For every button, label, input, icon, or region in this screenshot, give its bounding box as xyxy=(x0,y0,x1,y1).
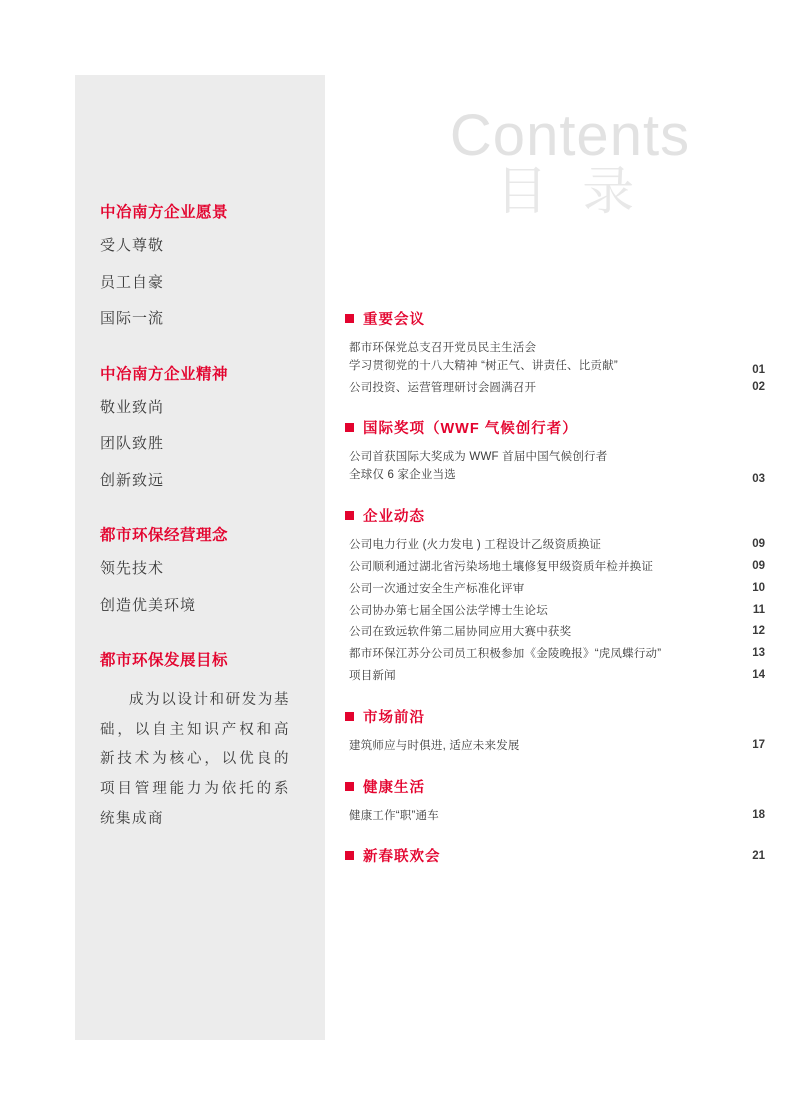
square-bullet-icon xyxy=(345,712,354,721)
contents-column xyxy=(345,0,765,1100)
contents-heading xyxy=(380,103,760,222)
toc-entry-text: 公司电力行业 (火力发电 ) 工程设计乙级资质换证 xyxy=(349,539,602,552)
square-bullet-icon xyxy=(345,782,354,791)
toc-section-title: 国际奖项（WWF 气候创行者） xyxy=(363,421,578,438)
toc-entry-page: 17 xyxy=(752,738,765,751)
sidebar-line: 员工自豪 xyxy=(100,273,165,291)
sidebar-group-title: 中冶南方企业精神 xyxy=(100,365,229,383)
square-bullet-icon xyxy=(345,314,354,323)
toc-entry[interactable] xyxy=(345,447,765,487)
toc-entry-page: 09 xyxy=(752,538,765,551)
toc-entry-text: 建筑师应与时俱进, 适应未来发展 xyxy=(349,739,520,752)
toc-entry[interactable] xyxy=(345,535,765,557)
toc-entry-text: 公司顺利通过湖北省污染场地土壤修复甲级资质年检并换证 xyxy=(349,560,654,573)
sidebar-line: 团队致胜 xyxy=(100,435,165,452)
sidebar-line: 领先技术 xyxy=(100,560,165,577)
toc-entry-page: 13 xyxy=(752,647,765,660)
toc-entry[interactable] xyxy=(345,806,765,828)
sidebar-group-title: 都市环保发展目标 xyxy=(100,652,229,669)
sidebar-group-title: 都市环保经营理念 xyxy=(100,527,229,544)
toc-entry-page: 12 xyxy=(752,625,765,638)
toc-section-header xyxy=(345,308,765,329)
toc-entry[interactable] xyxy=(345,601,765,623)
toc-entry-page: 09 xyxy=(752,559,765,572)
toc-entry-text xyxy=(345,340,618,376)
toc-entry-text xyxy=(345,449,607,485)
square-bullet-icon xyxy=(345,511,354,520)
toc-entry[interactable] xyxy=(345,378,765,400)
toc-entry-line1: 都市环保党总支召开党员民主生活会 xyxy=(349,342,537,354)
toc-entry-page: 11 xyxy=(752,603,765,616)
toc-entry-page: 18 xyxy=(752,808,765,821)
toc-entry-page: 01 xyxy=(752,363,765,376)
toc-entry-page: 10 xyxy=(752,581,765,594)
contents-title-cn: 目 录 xyxy=(495,163,645,222)
toc-entry[interactable] xyxy=(345,644,765,666)
toc-section-title: 健康生活 xyxy=(363,779,425,796)
sidebar-group-spirit xyxy=(100,362,305,490)
toc-entry-page: 21 xyxy=(752,850,765,863)
toc-entry-text: 都市环保江苏分公司员工积极参加《金陵晚报》“虎凤蝶行动” xyxy=(349,648,662,661)
toc-entry-page: 03 xyxy=(752,473,765,486)
toc-section-title: 重要会议 xyxy=(363,312,425,328)
toc-entry[interactable] xyxy=(345,622,765,644)
sidebar-group-vision xyxy=(100,200,305,328)
toc-entry-line1: 公司首获国际大奖成为 WWF 首届中国气候创行者 xyxy=(349,451,608,464)
toc-section-title: 企业动态 xyxy=(363,509,425,526)
toc-section-title: 新春联欢会 xyxy=(363,849,441,866)
sidebar-content xyxy=(100,200,305,869)
toc-section-awards xyxy=(345,417,765,487)
toc-entry[interactable] xyxy=(345,666,765,688)
toc-section-header xyxy=(345,417,765,438)
sidebar-group-title: 中冶南方企业愿景 xyxy=(100,204,229,221)
toc-entry-text: 公司在致远软件第二届协同应用大赛中获奖 xyxy=(349,626,572,639)
square-bullet-icon xyxy=(345,423,354,432)
toc-section-header xyxy=(345,706,765,727)
toc-entry-text: 公司投资、运营管理研讨会圆满召开 xyxy=(349,381,537,394)
toc-entry-text: 公司协办第七届全国公法学博士生论坛 xyxy=(349,604,548,617)
toc-entry-line2: 全球仅 6 家企业当选 xyxy=(349,469,456,482)
toc-section-health xyxy=(345,776,765,828)
sidebar-panel xyxy=(75,75,325,1040)
toc-entry[interactable] xyxy=(345,579,765,601)
sidebar-group-goal xyxy=(100,648,305,835)
contents-title-en: Contents xyxy=(449,103,691,168)
toc-entry-text: 健康工作“职”通车 xyxy=(349,809,439,822)
toc-entry-text: 项目新闻 xyxy=(349,669,396,682)
sidebar-group-philosophy xyxy=(100,523,305,614)
toc-entry-page: 14 xyxy=(752,668,765,681)
sidebar-paragraph: 成为以设计和研发为基础，以自主知识产权和高新技术为核心，以优良的项目管理能力为依托的系统集成商 xyxy=(100,692,290,827)
sidebar-line: 受人尊敬 xyxy=(100,237,165,254)
toc-section-meetings xyxy=(345,308,765,399)
toc-entry-page: 02 xyxy=(752,380,765,393)
table-of-contents xyxy=(345,290,765,872)
toc-entry[interactable] xyxy=(345,736,765,758)
sidebar-line: 敬业致尚 xyxy=(100,398,165,416)
toc-section-gala xyxy=(345,845,765,866)
toc-section-company-news xyxy=(345,505,765,688)
square-bullet-icon xyxy=(345,851,354,860)
toc-entry-line2: 学习贯彻党的十八大精神 “树正气、讲责任、比贡献” xyxy=(349,359,618,372)
toc-entry[interactable] xyxy=(345,338,765,378)
toc-section-header xyxy=(345,505,765,526)
sidebar-line: 国际一流 xyxy=(100,310,165,327)
toc-section-header xyxy=(345,776,765,797)
toc-entry[interactable] xyxy=(345,557,765,579)
toc-entry-text: 公司一次通过安全生产标准化评审 xyxy=(349,582,525,595)
toc-section-market xyxy=(345,706,765,758)
sidebar-line: 创造优美环境 xyxy=(100,596,197,614)
toc-section-title: 市场前沿 xyxy=(363,709,425,726)
toc-section-header xyxy=(345,845,765,866)
sidebar-line: 创新致远 xyxy=(100,471,165,489)
